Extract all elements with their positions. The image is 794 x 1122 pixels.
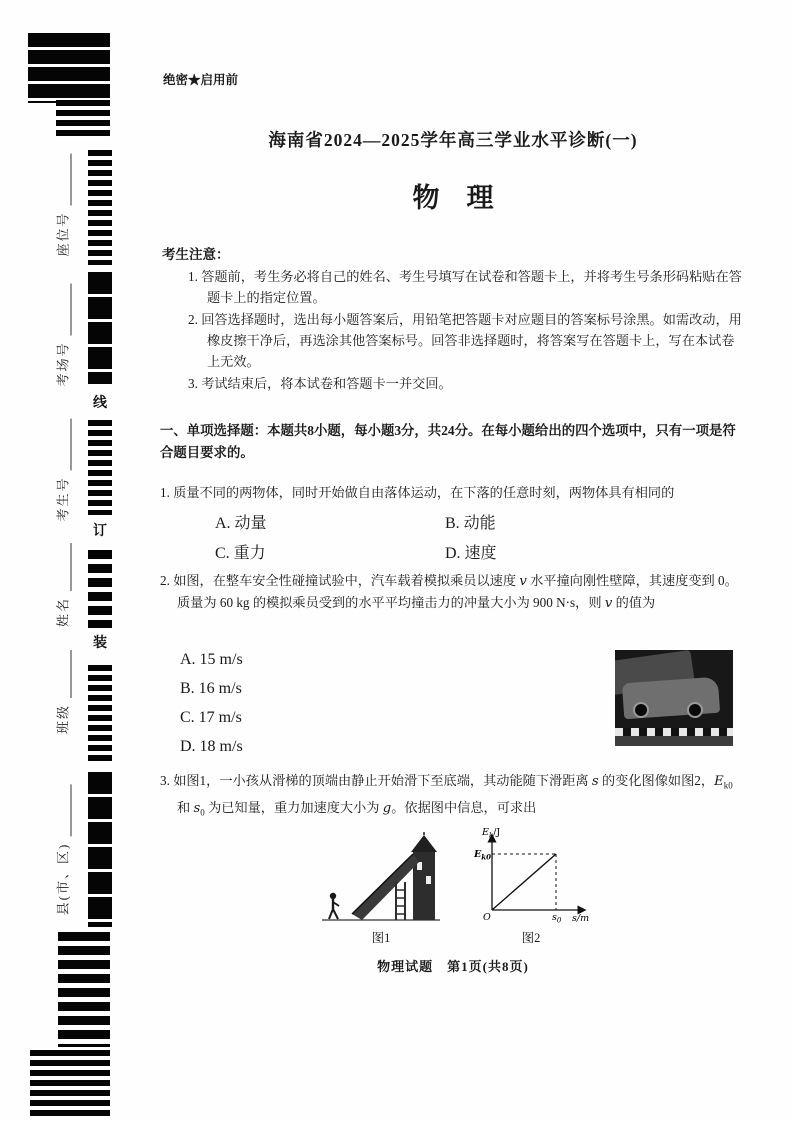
room-number-blank	[71, 283, 72, 335]
variable-s0-subscript: 0	[200, 807, 205, 818]
question-1-option-d: D. 速度	[445, 545, 497, 562]
notice-heading: 考生注意：	[162, 247, 230, 262]
question-3-text-4: 为已知量，重力加速度大小为	[204, 799, 383, 815]
seat-number-blank	[71, 153, 72, 205]
registration-barcode-top-small	[56, 100, 110, 140]
notice-item-1: 1. 答题前，考生务必将自己的姓名、考生号填写在试卷和答题卡上，并将考生号条形码粘贴在答题卡上的指定位置。	[188, 269, 742, 305]
question-1-stem	[160, 482, 744, 503]
room-number-label: 考场号	[55, 341, 71, 387]
county-label: 县(市、区)	[55, 842, 71, 916]
photo-checker-strip	[615, 728, 733, 736]
class-label: 班级	[55, 703, 71, 735]
crash-test-photo	[615, 650, 733, 746]
graph-Ek0-label: $E_{k0}$	[474, 849, 491, 862]
binding-field-county	[53, 785, 72, 916]
question-1-option-b: B. 动能	[445, 515, 496, 532]
candidate-number-blank	[71, 418, 72, 470]
question-1-option-a: A. 动量	[215, 515, 267, 532]
question-2-option-c: C. 17 m/s	[180, 709, 242, 726]
registration-barcode-bottom-2	[30, 1050, 110, 1116]
binding-field-candidate-number	[53, 418, 72, 521]
name-label: 姓名	[55, 596, 71, 628]
question-2-text-1: 如图，在整车安全性碰撞试验中，汽车载着模拟乘员以速度	[173, 573, 520, 588]
question-2-text-2: 水平撞向刚性壁障，其速度变到 0。质量为 60 kg 的模拟乘员受到的水平平均撞击力的冲量大小为 900 N·s，则	[177, 573, 738, 610]
question-2	[160, 570, 744, 614]
binding-field-seat-number	[53, 153, 72, 256]
question-1-text: 质量不同的两物体，同时开始做自由落体运动，在下落的任意时刻，两物体具有相同的	[173, 485, 675, 500]
barcode-strip-1	[88, 150, 112, 265]
binding-field-room-number	[53, 283, 72, 386]
variable-E: E	[714, 774, 724, 789]
question-1-number: 1.	[160, 485, 170, 500]
barcode-strip-3	[88, 420, 112, 515]
graph-s0-label: $s_0$	[552, 912, 562, 924]
question-2-option-b: B. 16 m/s	[180, 680, 242, 697]
figure-1-slide-illustration	[320, 832, 442, 924]
question-2-option-a: A. 15 m/s	[180, 651, 243, 668]
page-footer: 物理试题 第1页(共8页)	[377, 959, 529, 974]
photo-car-wheel-rear	[687, 702, 703, 718]
photo-car-wheel-front	[633, 702, 649, 718]
notice-item-2: 2. 回答选择题时，选出每小题答案后，用铅笔把答题卡对应题目的答案标号涂黑。如需改动，用橡皮擦干净后，再选涂其他答案标号。回答非选择题时，将答案写在答题卡上，写在本试卷上无效。	[188, 312, 742, 369]
question-3-text-5: 。依据图中信息，可求出	[391, 799, 537, 815]
question-1	[160, 482, 744, 503]
figure-2-graph	[468, 826, 594, 924]
question-2-number: 2.	[160, 573, 170, 588]
barcode-strip-6	[88, 772, 112, 927]
question-2-option-d: D. 18 m/s	[180, 738, 243, 755]
name-blank	[71, 543, 72, 591]
section-1-heading: 一、单项选择题：本题共8小题，每小题3分，共24分。在每小题给出的四个选项中，只有一项是符合题目要求的。	[160, 423, 736, 460]
barcode-strip-5	[88, 665, 112, 765]
seal-char-ding: 订	[93, 524, 107, 539]
figure-1-caption: 图1	[371, 931, 391, 945]
subject-title: 物 理	[412, 183, 494, 213]
variable-s: s	[591, 774, 599, 789]
seat-number-label: 座位号	[55, 211, 71, 257]
question-2-text-3: 的值为	[612, 595, 656, 610]
question-3-text-2: 的变化图像如图2，	[598, 773, 715, 788]
graph-origin-label: O	[483, 912, 491, 923]
variable-v-2: v	[604, 596, 613, 611]
variable-v: v	[519, 574, 527, 589]
question-1-option-c: C. 重力	[215, 545, 266, 562]
question-2-stem	[160, 570, 744, 614]
seal-char-xian: 线	[93, 396, 107, 411]
candidate-number-label: 考生号	[55, 476, 71, 522]
notice-list	[188, 266, 744, 395]
graph-x-axis-label: s/m	[572, 913, 590, 924]
graph-y-axis-label: $E_k/J$	[482, 827, 501, 840]
variable-E-subscript: k0	[723, 780, 733, 791]
seal-char-zhuang: 装	[93, 636, 107, 651]
barcode-strip-2	[88, 272, 112, 384]
notice-item-3: 3. 考试结束后，将本试卷和答题卡一并交回。	[188, 376, 452, 391]
registration-barcode-bottom	[58, 932, 110, 1047]
barcode-strip-4	[88, 550, 112, 628]
question-3-text-3: 和	[177, 799, 194, 815]
registration-barcode-top	[28, 33, 110, 103]
binding-field-name	[53, 543, 72, 627]
binding-field-class	[53, 650, 72, 734]
figure-2-caption: 图2	[521, 931, 541, 945]
variable-s0: s	[193, 800, 201, 816]
question-3-stem	[160, 770, 744, 823]
county-blank	[71, 785, 72, 837]
classification-banner: 绝密★启用前	[163, 73, 239, 87]
paper-title: 海南省2024—2025学年高三学业水平诊断(一)	[268, 130, 638, 150]
variable-g: g	[382, 800, 392, 816]
question-3-number: 3.	[160, 773, 170, 788]
question-3-text-1: 如图1，一小孩从滑梯的顶端由静止开始滑下至底端，其动能随下滑距离	[173, 773, 592, 788]
photo-floor	[615, 736, 733, 746]
class-blank	[71, 650, 72, 698]
question-3	[160, 770, 744, 823]
